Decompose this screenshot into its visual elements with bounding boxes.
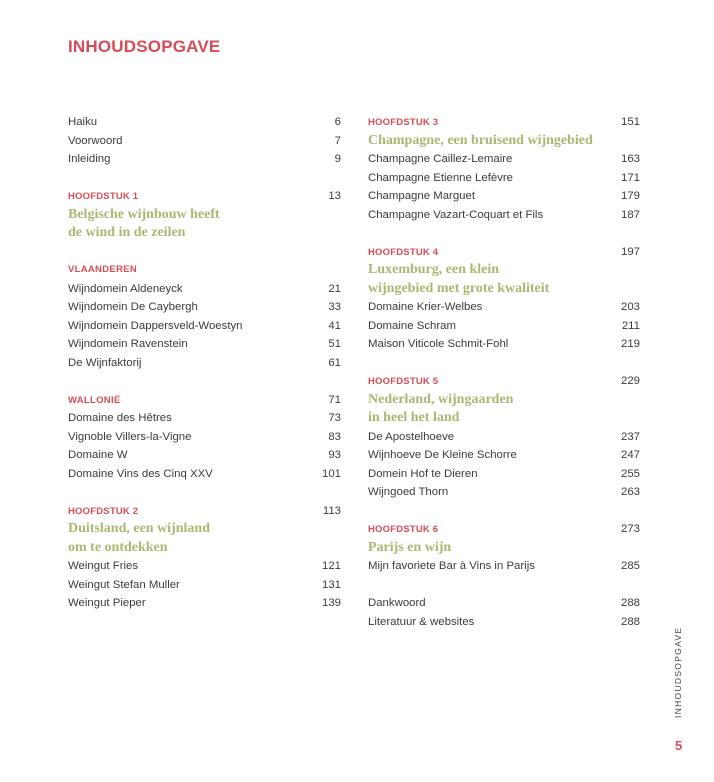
- toc-entry[interactable]: [368, 446, 640, 465]
- chapter-1-title-line: de wind in de zeilen: [68, 225, 186, 240]
- entry-title: Dankwoord: [368, 597, 426, 609]
- entry-page: 211: [621, 319, 640, 332]
- toc-entry[interactable]: [368, 557, 640, 576]
- chapter-page: 151: [620, 116, 640, 128]
- chapter-page: 229: [620, 375, 640, 387]
- entry-page: 51: [328, 338, 341, 350]
- entry-title: Domaine des Hêtres: [68, 412, 172, 424]
- chapter-label: HOOFDSTUK 3: [368, 117, 439, 128]
- entry-title: Wijndomein De Caybergh: [68, 301, 198, 313]
- page-title: INHOUDSOPGAVE: [68, 37, 221, 56]
- chapter-page: 113: [322, 504, 341, 517]
- entry-title: Domaine Krier-Welbes: [368, 301, 483, 313]
- entry-title: Champagne Etienne Lefèvre: [368, 171, 514, 184]
- entry-title: De Wijnfaktorij: [68, 356, 142, 369]
- toc-entry[interactable]: [68, 280, 341, 299]
- section-label: VLAANDEREN: [68, 264, 137, 275]
- entry-title: Wijnhoeve De Kleine Schorre: [368, 449, 517, 461]
- chapter-1-title-line: Belgische wijnbouw heeft: [68, 206, 220, 222]
- chapter-1-heading[interactable]: [68, 187, 341, 206]
- page-number: 5: [675, 738, 683, 753]
- running-side-label: INHOUDSOPGAVE: [673, 626, 683, 718]
- toc-entry[interactable]: [368, 150, 640, 169]
- toc-entry[interactable]: [68, 446, 341, 465]
- entry-page: 255: [620, 467, 640, 480]
- entry-title: Wijngoed Thorn: [368, 486, 449, 498]
- chapter-2-title-line: Duitsland, een wijnland: [68, 521, 210, 536]
- entry-page: 139: [321, 597, 341, 609]
- entry-title: Voorwoord: [68, 134, 123, 147]
- chapter-6-title-line: Parijs en wijn: [368, 539, 452, 555]
- entry-title: De Apostelhoeve: [368, 430, 455, 443]
- entry-title: Inleiding: [68, 153, 111, 165]
- chapter-4-title-line: wijngebied met grote kwaliteit: [368, 280, 550, 296]
- entry-page: 288: [620, 597, 640, 609]
- toc-entry[interactable]: [368, 465, 640, 484]
- toc-entry[interactable]: [368, 613, 640, 632]
- toc-entry[interactable]: [68, 428, 341, 447]
- entry-title: Champagne Vazart-Coquart et Fils: [368, 208, 544, 221]
- entry-page: 83: [328, 430, 341, 443]
- chapter-6-heading[interactable]: [368, 520, 640, 539]
- entry-page: 73: [328, 412, 341, 424]
- toc-entry[interactable]: [68, 409, 341, 428]
- section-page: 71: [328, 393, 341, 406]
- toc-entry[interactable]: [368, 594, 640, 613]
- entry-title: Domaine W: [68, 449, 128, 461]
- section-wallonie-heading[interactable]: [68, 391, 341, 410]
- chapter-page: 273: [620, 523, 640, 535]
- toc-entry[interactable]: [68, 113, 341, 132]
- entry-page: 263: [620, 486, 640, 498]
- entry-page: 163: [620, 153, 640, 165]
- chapter-3-title-line: Champagne, een bruisend wijngebied: [368, 132, 593, 148]
- chapter-5-title-line: in heel het land: [368, 410, 460, 425]
- entry-page: 6: [334, 116, 341, 128]
- toc-entry[interactable]: [68, 132, 341, 151]
- entry-page: 21: [328, 282, 341, 295]
- entry-page: 203: [620, 301, 640, 313]
- entry-page: 187: [620, 208, 640, 221]
- entry-page: 285: [620, 560, 640, 572]
- chapter-5-title-line: Nederland, wijngaarden: [368, 391, 514, 407]
- entry-page: 7: [334, 134, 341, 147]
- toc-entry[interactable]: [68, 298, 341, 317]
- entry-title: Weingut Pieper: [68, 597, 146, 609]
- chapter-4-heading[interactable]: [368, 243, 640, 262]
- toc-entry[interactable]: [68, 335, 341, 354]
- chapter-label: HOOFDSTUK 5: [368, 376, 439, 387]
- entry-page: 41: [328, 319, 341, 332]
- entry-title: Mijn favoriete Bar à Vins in Parijs: [368, 560, 535, 572]
- entry-title: Champagne Marguet: [368, 190, 476, 202]
- entry-title: Wijndomein Ravenstein: [68, 338, 188, 350]
- chapter-2-heading[interactable]: [68, 502, 341, 521]
- chapter-label: HOOFDSTUK 1: [68, 191, 139, 202]
- entry-page: 101: [321, 467, 341, 480]
- toc-entry[interactable]: [368, 483, 640, 502]
- toc-entry[interactable]: [68, 465, 341, 484]
- toc-entry[interactable]: [368, 335, 640, 354]
- toc-entry[interactable]: [68, 150, 341, 169]
- toc-entry[interactable]: [368, 206, 640, 225]
- chapter-2-title-line: om te ontdekken: [68, 539, 168, 555]
- chapter-label: HOOFDSTUK 6: [368, 524, 439, 535]
- toc-entry[interactable]: [68, 557, 341, 576]
- entry-title: Weingut Stefan Muller: [68, 578, 180, 591]
- entry-page: 121: [321, 560, 341, 572]
- section-label: WALLONIË: [68, 394, 121, 406]
- entry-title: Vignoble Villers-la-Vigne: [68, 430, 192, 443]
- section-vlaanderen-heading: [68, 261, 341, 280]
- entry-page: 219: [620, 338, 640, 350]
- entry-title: Domaine Vins des Cinq XXV: [68, 467, 213, 480]
- chapter-page: 13: [328, 190, 341, 202]
- entry-title: Literatuur & websites: [368, 615, 475, 628]
- entry-page: 179: [620, 190, 640, 202]
- toc-entry[interactable]: [68, 576, 341, 595]
- toc-entry[interactable]: [368, 317, 640, 336]
- toc-entry[interactable]: [368, 187, 640, 206]
- toc-right-column: [368, 113, 640, 631]
- entry-page: 171: [620, 171, 640, 184]
- toc-entry[interactable]: [368, 169, 640, 188]
- entry-title: Weingut Fries: [68, 560, 139, 572]
- entry-page: 247: [620, 449, 640, 461]
- entry-page: 61: [328, 356, 341, 369]
- toc-left-column: [68, 113, 341, 613]
- entry-title: Wijndomein Aldeneyck: [68, 282, 183, 295]
- chapter-label: HOOFDSTUK 2: [68, 505, 139, 517]
- entry-page: 237: [620, 430, 640, 443]
- toc-entry[interactable]: [68, 354, 341, 373]
- entry-title: Wijndomein Dappersveld-Woestyn: [68, 319, 243, 332]
- chapter-4-title-line: Luxemburg, een klein: [368, 262, 500, 277]
- entry-page: 131: [321, 578, 341, 591]
- chapter-5-heading[interactable]: [368, 372, 640, 391]
- entry-title: Domaine Schram: [368, 319, 456, 332]
- entry-title: Maison Viticole Schmit-Fohl: [368, 338, 509, 350]
- toc-entry[interactable]: [68, 594, 341, 613]
- chapter-page: 197: [620, 245, 640, 258]
- toc-entry[interactable]: [68, 317, 341, 336]
- entry-title: Domein Hof te Dieren: [368, 467, 478, 480]
- chapter-label: HOOFDSTUK 4: [368, 246, 439, 258]
- entry-page: 93: [328, 449, 341, 461]
- chapter-3-heading[interactable]: [368, 113, 640, 132]
- entry-title: Champagne Caillez-Lemaire: [368, 153, 513, 165]
- toc-entry[interactable]: [368, 298, 640, 317]
- entry-page: 33: [328, 301, 341, 313]
- toc-entry[interactable]: [368, 428, 640, 447]
- entry-page: 9: [334, 153, 341, 165]
- entry-title: Haiku: [68, 116, 98, 128]
- entry-page: 288: [620, 615, 640, 628]
